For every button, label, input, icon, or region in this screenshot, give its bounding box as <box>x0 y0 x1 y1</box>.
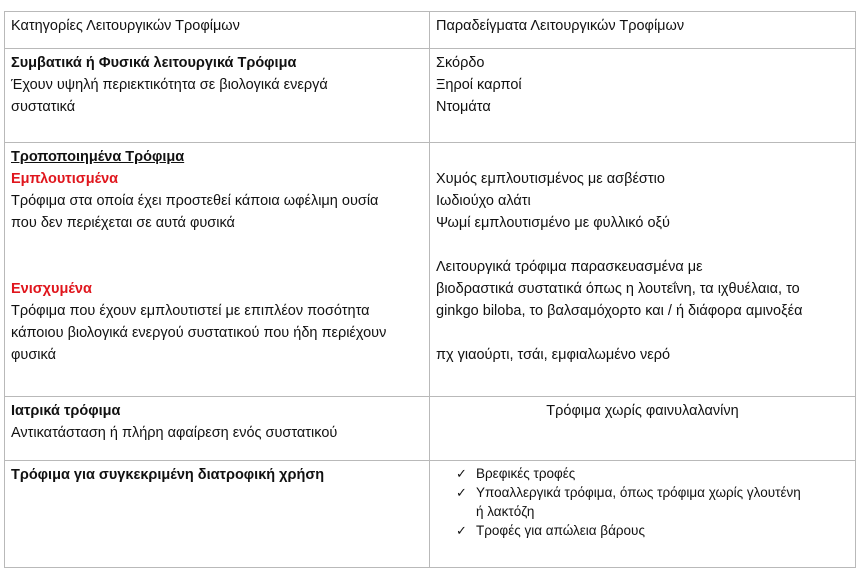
description-line: Τρόφιμα στα οποία έχει προστεθεί κάποια ωφέλιμη ουσία <box>11 193 379 209</box>
checklist-text: Βρεφικές τροφές <box>476 466 576 481</box>
description-line: Έχουν υψηλή περιεκτικότητα σε βιολογικά ενεργά <box>11 77 328 93</box>
checklist-item <box>456 464 849 483</box>
description-line: Τρόφιμα που έχουν εμπλουτιστεί με επιπλέον ποσότητα <box>11 303 370 319</box>
examples-cell-modified <box>430 143 856 397</box>
examples-cell-specific-use <box>430 461 856 568</box>
subcategory-fortified: Ενισχυμένα <box>11 281 92 297</box>
check-mark-icon: ✓ <box>456 466 467 481</box>
category-title-medical: Ιατρικά τρόφιμα <box>11 403 121 419</box>
description-line: Αντικατάσταση ή πλήρη αφαίρεση ενός συστατικού <box>11 425 338 441</box>
checklist <box>436 464 849 540</box>
checklist-text: Τροφές για απώλεια βάρους <box>476 523 645 538</box>
example-item: Χυμός εμπλουτισμένος με ασβέστιο <box>436 171 665 187</box>
description-line: που δεν περιέχεται σε αυτά φυσικά <box>11 215 235 231</box>
header-categories <box>5 12 430 49</box>
example-item: Ξηροί καρποί <box>436 77 522 93</box>
subcategory-enriched: Εμπλουτισμένα <box>11 171 119 187</box>
example-item: πχ γιαούρτι, τσάι, εμφιαλωμένο νερό <box>436 347 671 363</box>
category-cell-medical <box>5 397 430 461</box>
header-row <box>5 12 856 49</box>
example-item: βιοδραστικά συστατικά όπως η λουτεΐνη, τα ιχθυέλαια, το <box>436 281 800 297</box>
example-item: Ντομάτα <box>436 99 491 115</box>
category-title-conventional: Συμβατικά ή Φυσικά λειτουργικά Τρόφιμα <box>11 55 297 71</box>
description-line: συστατικά <box>11 99 76 115</box>
spacer <box>11 234 423 278</box>
check-mark-icon: ✓ <box>456 523 467 538</box>
check-mark-icon: ✓ <box>456 485 467 500</box>
example-item: Σκόρδο <box>436 55 485 71</box>
description-line: φυσικά <box>11 347 56 363</box>
spacer <box>436 234 849 256</box>
example-item: Λειτουργικά τρόφιμα παρασκευασμένα με <box>436 259 703 275</box>
functional-foods-table <box>4 11 856 568</box>
category-title-modified: Τροποποιημένα Τρόφιμα <box>11 149 185 165</box>
example-item: ginkgo biloba, το βαλσαμόχορτο και / ή διάφορα αμινοξέα <box>436 303 803 319</box>
header-examples <box>430 12 856 49</box>
header-examples-text: Παραδείγματα Λειτουργικών Τροφίμων <box>436 18 685 34</box>
category-cell-conventional <box>5 49 430 143</box>
category-title-specific-use: Τρόφιμα για συγκεκριμένη διατροφική χρήση <box>11 467 325 483</box>
row-modified <box>5 143 856 397</box>
header-categories-text: Κατηγορίες Λειτουργικών Τροφίμων <box>11 18 240 34</box>
category-cell-specific-use <box>5 461 430 568</box>
examples-cell-conventional <box>430 49 856 143</box>
checklist-item <box>456 521 849 540</box>
checklist-item <box>456 483 849 521</box>
category-cell-modified <box>5 143 430 397</box>
checklist-text: Υποαλλεργικά τρόφιμα, όπως τρόφιμα χωρίς γλουτένη <box>476 485 801 500</box>
description-line: κάποιου βιολογικά ενεργού συστατικού που ήδη περιέχουν <box>11 325 387 341</box>
example-item: Ψωμί εμπλουτισμένο με φυλλικό οξύ <box>436 215 670 231</box>
checklist-text: ή λακτόζη <box>476 504 535 519</box>
example-item: Ιωδιούχο αλάτι <box>436 193 531 209</box>
spacer <box>436 146 849 168</box>
row-conventional <box>5 49 856 143</box>
examples-cell-medical <box>430 397 856 461</box>
row-medical <box>5 397 856 461</box>
spacer <box>436 322 849 344</box>
example-item: Τρόφιμα χωρίς φαινυλαλανίνη <box>546 403 739 419</box>
row-specific-use <box>5 461 856 568</box>
